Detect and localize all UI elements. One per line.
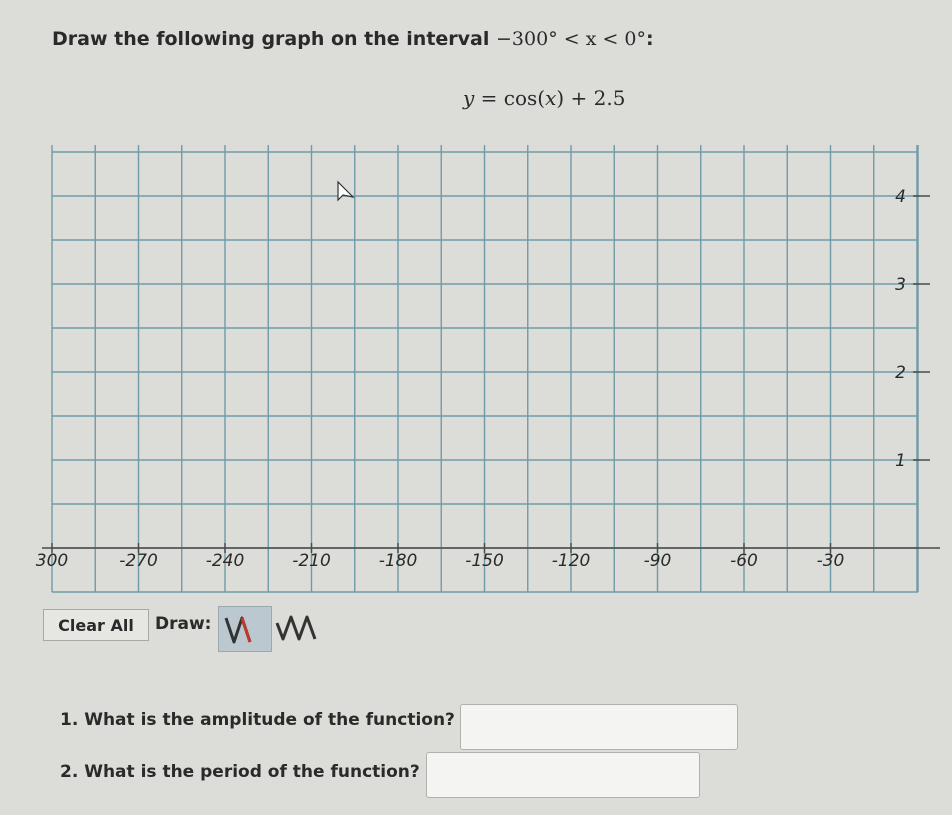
x-tick-label: -90 bbox=[643, 551, 672, 571]
x-tick-label: -150 bbox=[465, 551, 504, 571]
sine-wave-tool-button[interactable] bbox=[218, 606, 272, 652]
x-tick-label: -180 bbox=[378, 551, 418, 571]
x-tick-label: -120 bbox=[551, 551, 591, 571]
period-answer-input[interactable] bbox=[426, 752, 700, 798]
prompt-text: Draw the following graph on the interval bbox=[52, 28, 490, 50]
x-tick-label: -240 bbox=[205, 551, 245, 571]
interval-text: −300° < x < 0° bbox=[496, 28, 647, 50]
prompt-colon: : bbox=[646, 28, 654, 50]
x-tick-label: -210 bbox=[292, 551, 331, 571]
x-tick-label: -270 bbox=[119, 551, 158, 571]
y-tick-label: 2 bbox=[895, 363, 906, 383]
equation-var: x bbox=[545, 86, 557, 110]
y-tick-label: 1 bbox=[895, 451, 906, 471]
cosine-wave-tool-button[interactable] bbox=[270, 606, 322, 650]
cosine-wave-icon bbox=[273, 609, 319, 647]
y-tick-label: 3 bbox=[895, 275, 906, 295]
x-tick-label: -60 bbox=[730, 551, 758, 571]
sine-wave-icon bbox=[222, 610, 268, 648]
question-period: 2. What is the period of the function? bbox=[60, 762, 420, 782]
x-tick-label: 300 bbox=[35, 551, 69, 571]
question-amplitude: 1. What is the amplitude of the function? bbox=[60, 710, 455, 730]
equation-lhs: y bbox=[463, 86, 475, 110]
x-tick-label: -30 bbox=[816, 551, 845, 571]
y-tick-label: 4 bbox=[895, 187, 906, 207]
amplitude-answer-input[interactable] bbox=[460, 704, 738, 750]
equation-rhs: = cos( bbox=[474, 86, 546, 110]
mouse-cursor-icon bbox=[338, 182, 353, 200]
equation-tail: ) + 2.5 bbox=[556, 86, 626, 110]
draw-label: Draw: bbox=[155, 614, 212, 634]
clear-all-button[interactable]: Clear All bbox=[43, 609, 149, 641]
